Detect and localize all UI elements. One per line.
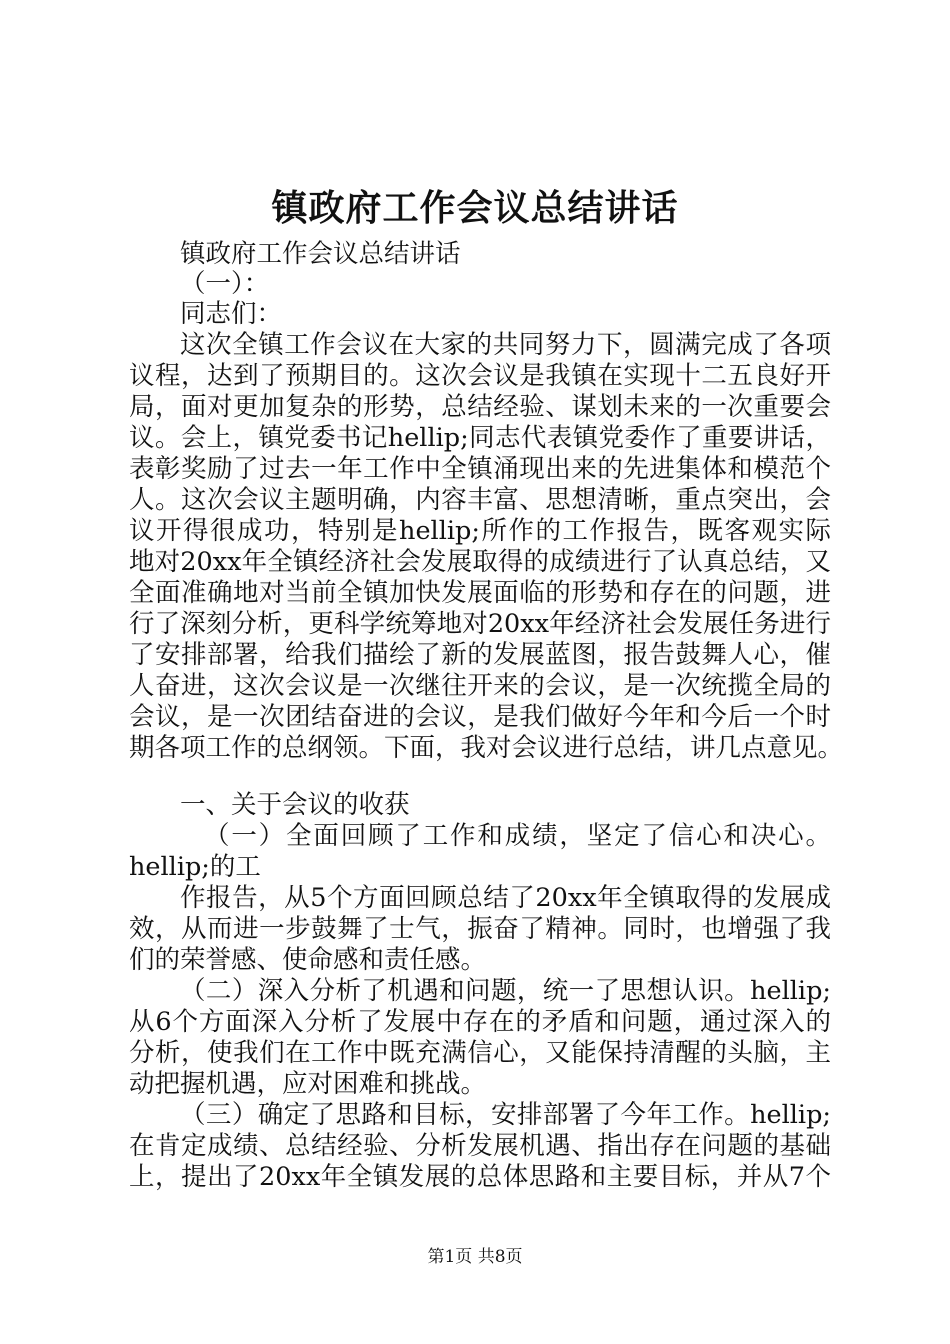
body-line-section-number: （一）：: [180, 269, 270, 299]
body-line: 效，从而进一步鼓舞了士气，振奋了精神。同时，也增强了我: [129, 914, 831, 944]
body-line: 分析，使我们在工作中既充满信心，又能保持清醒的头脑，主: [129, 1038, 831, 1068]
page-number-footer: 第1页 共8页: [427, 1247, 523, 1267]
body-line: 动把握机遇，应对困难和挑战。: [129, 1069, 487, 1099]
subsection-heading: （二）深入分析了机遇和问题，统一了思想认识。hellip;: [180, 976, 831, 1006]
subsection-heading: （三）确定了思路和目标，安排部署了今年工作。hellip;: [180, 1100, 831, 1130]
body-line: 地对20xx年全镇经济社会发展取得的成绩进行了认真总结，又: [129, 547, 831, 577]
body-line: 从6个方面深入分析了发展中存在的矛盾和问题，通过深入的: [129, 1007, 831, 1037]
body-line-salutation: 同志们：: [180, 299, 283, 329]
body-line: 上，提出了20xx年全镇发展的总体思路和主要目标，并从7个: [129, 1162, 831, 1192]
body-line: 人奋进，这次会议是一次继往开来的会议，是一次统揽全局的: [129, 671, 831, 701]
body-line-subtitle: 镇政府工作会议总结讲话: [180, 239, 461, 269]
body-line: 这次全镇工作会议在大家的共同努力下，圆满完成了各项: [180, 330, 831, 360]
body-line: 会议，是一次团结奋进的会议，是我们做好今年和今后一个时: [129, 702, 831, 732]
body-line: 人。这次会议主题明确，内容丰富、思想清晰，重点突出，会: [129, 485, 831, 515]
body-line: 议开得很成功，特别是hellip;所作的工作报告，既客观实际: [129, 516, 831, 546]
body-line: 们的荣誉感、使命感和责任感。: [129, 945, 487, 975]
body-line: 作报告，从5个方面回顾总结了20xx年全镇取得的发展成: [180, 883, 831, 913]
section-heading: 一、关于会议的收获: [180, 790, 410, 820]
body-line: 行了深刻分析，更科学统筹地对20xx年经济社会发展任务进行: [129, 609, 831, 639]
body-line: 了安排部署，给我们描绘了新的发展蓝图，报告鼓舞人心，催: [129, 640, 831, 670]
body-line: hellip;的工: [129, 852, 261, 882]
body-line: 议程，达到了预期目的。这次会议是我镇在实现十二五良好开: [129, 361, 831, 391]
body-line: 局，面对更加复杂的形势，总结经验、谋划未来的一次重要会: [129, 392, 831, 422]
document-title: 镇政府工作会议总结讲话: [271, 187, 679, 229]
body-line: 表彰奖励了过去一年工作中全镇涌现出来的先进集体和模范个: [129, 454, 831, 484]
body-line: 议。会上，镇党委书记hellip;同志代表镇党委作了重要讲话，: [129, 423, 831, 453]
body-line: 全面准确地对当前全镇加快发展面临的形势和存在的问题，进: [129, 578, 831, 608]
body-line: 在肯定成绩、总结经验、分析发展机遇、指出存在问题的基础: [129, 1131, 831, 1161]
body-line: 期各项工作的总纲领。下面，我对会议进行总结，讲几点意见。: [129, 733, 844, 763]
subsection-heading: （一）全面回顾了工作和成绩，坚定了信心和决心。: [204, 821, 831, 851]
